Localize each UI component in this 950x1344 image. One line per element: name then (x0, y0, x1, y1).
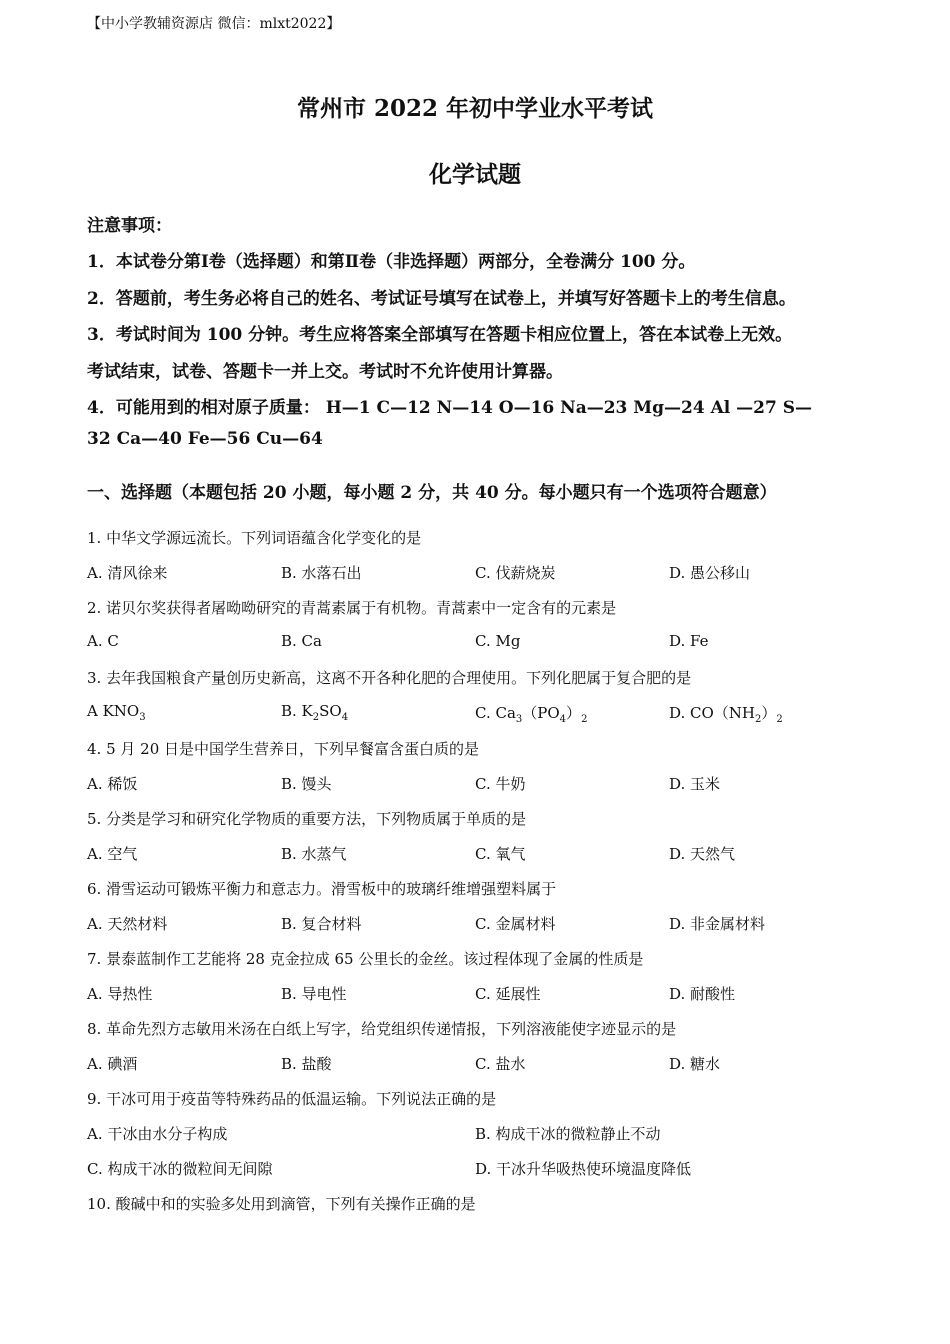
option-a: A. 天然材料 (87, 915, 168, 933)
option-d: D. 愚公移山 (669, 564, 751, 582)
option-b: B. Ca (281, 632, 322, 650)
option-b: B. 水蒸气 (281, 845, 347, 863)
option-d: D. 耐酸性 (669, 985, 736, 1003)
option-d: D. 糖水 (669, 1055, 721, 1073)
option-a: A. 清风徐来 (87, 564, 168, 582)
notice-line: 1．本试卷分第Ⅰ卷（选择题）和第Ⅱ卷（非选择题）两部分，全卷满分 100 分。 (87, 252, 696, 272)
notice-line: 3．考试时间为 100 分钟。考生应将答案全部填写在答题卡相应位置上，答在本试卷上无效。 (87, 325, 793, 345)
option-a: A. 干冰由水分子构成 (87, 1125, 228, 1143)
exam-subtitle: 化学试题 (429, 161, 521, 188)
option-a: A. 空气 (87, 845, 138, 863)
question-stem: 7. 景泰蓝制作工艺能将 28 克金拉成 65 公里长的金丝。该过程体现了金属的性质是 (87, 950, 644, 968)
option-d: D. $CO(NH_2)_2$ (669, 704, 783, 725)
question-stem: 1. 中华文学源远流长。下列词语蕴含化学变化的是 (87, 529, 422, 547)
section-heading: 一、选择题（本题包括 20 小题，每小题 2 分，共 40 分。每小题只有一个选项符合题意） (87, 483, 777, 503)
option-b: B. 构成干冰的微粒静止不动 (475, 1125, 661, 1143)
notice-line: 考试结束，试卷、答题卡一并上交。考试时不允许使用计算器。 (87, 362, 563, 382)
question-stem: 10. 酸碱中和的实验多处用到滴管，下列有关操作正确的是 (87, 1195, 476, 1213)
option-c: C. 盐水 (475, 1055, 526, 1073)
option-d: D. 干冰升华吸热使环境温度降低 (475, 1160, 692, 1178)
option-c: C. 伐薪烧炭 (475, 564, 556, 582)
notice-line: 2．答题前，考生务必将自己的姓名、考试证号填写在试卷上，并填写好答题卡上的考生信息。 (87, 289, 796, 309)
option-a: A. 碘酒 (87, 1055, 138, 1073)
option-a: A. 稀饭 (87, 775, 138, 793)
option-c: C. 氧气 (475, 845, 526, 863)
option-c: C. 延展性 (475, 985, 541, 1003)
option-c: C. 金属材料 (475, 915, 556, 933)
option-c: C. 牛奶 (475, 775, 526, 793)
option-b: B. 馒头 (281, 775, 332, 793)
option-d: D. 非金属材料 (669, 915, 766, 933)
question-stem: 5. 分类是学习和研究化学物质的重要方法，下列物质属于单质的是 (87, 810, 527, 828)
option-c: C. $Ca_3(PO_4)_2$ (475, 704, 588, 725)
option-d: D. 玉米 (669, 775, 721, 793)
option-d: D. 天然气 (669, 845, 736, 863)
option-d: D. Fe (669, 632, 709, 650)
question-stem: 3. 去年我国粮食产量创历史新高，这离不开各种化肥的合理使用。下列化肥属于复合肥的是 (87, 669, 692, 687)
option-c: C. 构成干冰的微粒间无间隙 (87, 1160, 273, 1178)
header-watermark: 【中小学教辅资源店 微信：mlxt2022】 (87, 16, 341, 32)
notice-heading: 注意事项： (87, 216, 172, 236)
exam-title: 常州市 2022 年初中学业水平考试 (296, 95, 654, 122)
question-stem: 8. 革命先烈方志敏用米汤在白纸上写字，给党组织传递情报，下列溶液能使字迹显示的是 (87, 1020, 677, 1038)
option-a: A. C (87, 632, 119, 650)
option-b: B. 导电性 (281, 985, 347, 1003)
option-b: B. $K_2SO_4$ (281, 702, 349, 723)
question-stem: 2. 诺贝尔奖获得者屠呦呦研究的青蒿素属于有机物。青蒿素中一定含有的元素是 (87, 599, 617, 617)
notice-line: 4．可能用到的相对原子质量： H—1 C—12 N—14 O—16 Na—23 Mg—24 Al —27 S— (87, 398, 812, 418)
notice-line: 32 Ca—40 Fe—56 Cu—64 (87, 429, 323, 449)
question-stem: 9. 干冰可用于疫苗等特殊药品的低温运输。下列说法正确的是 (87, 1090, 497, 1108)
question-stem: 4. 5 月 20 日是中国学生营养日，下列早餐富含蛋白质的是 (87, 740, 480, 758)
option-b: B. 水落石出 (281, 564, 362, 582)
option-a: A $KNO_3$ (87, 702, 146, 723)
option-b: B. 盐酸 (281, 1055, 332, 1073)
option-a: A. 导热性 (87, 985, 153, 1003)
option-b: B. 复合材料 (281, 915, 362, 933)
option-c: C. Mg (475, 632, 521, 650)
question-stem: 6. 滑雪运动可锻炼平衡力和意志力。滑雪板中的玻璃纤维增强塑料属于 (87, 880, 557, 898)
